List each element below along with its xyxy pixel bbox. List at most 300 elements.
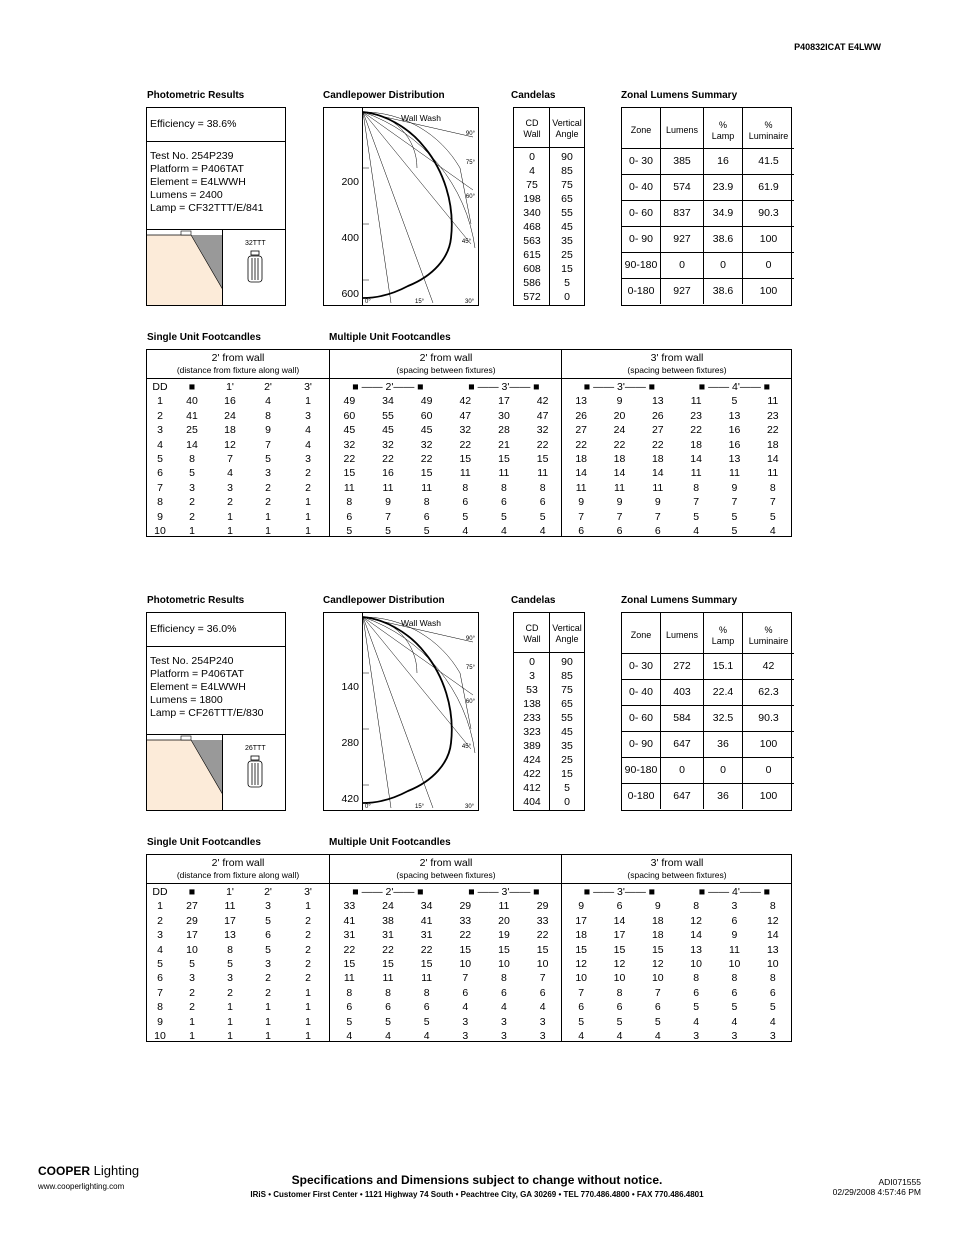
footcandle-cell: 22 [536, 438, 549, 451]
cd-wall-value: 340 [523, 207, 541, 219]
footcandle-cell: 29 [459, 900, 472, 913]
footcandle-cell: 7 [731, 496, 738, 509]
footcandle-cell: 22 [420, 943, 433, 956]
footcandle-cell: 5 [385, 525, 391, 538]
footcandle-cell: 31 [382, 929, 394, 942]
footcandle-cell: 11 [767, 395, 779, 408]
footcandle-cell: 18 [575, 453, 587, 466]
cd-wall-value: 233 [523, 712, 541, 724]
footcandle-cell: 14 [575, 467, 587, 480]
zonal-cell: 0-180 [622, 278, 661, 304]
footcandle-cell: 9 [157, 510, 163, 523]
footcandle-cell: 32 [382, 438, 394, 451]
footcandle-cell: 6 [693, 986, 700, 999]
footcandle-cell: 4 [693, 1015, 700, 1028]
candela-row [514, 150, 584, 164]
footcandle-cell: 5 [731, 1001, 738, 1014]
footcandle-cell: 10 [651, 972, 664, 985]
footcandle-cell: 17 [224, 914, 236, 927]
footcandle-cell: 6 [731, 986, 738, 999]
cooper-lighting-logo: COOPER Lighting [38, 1163, 140, 1178]
footcandle-cell: 19 [498, 929, 510, 942]
candlepower-curve [363, 112, 452, 298]
group-subheading: (distance from fixture along wall) [176, 870, 300, 880]
vertical-angle-value: 25 [561, 754, 573, 766]
footcandle-cell: 31 [420, 929, 433, 942]
footcandle-cell: 11 [421, 481, 433, 494]
notice-text: Specifications and Dimensions subject to change without notice. [291, 1173, 663, 1187]
angle-label: 75° [465, 160, 475, 166]
footcandle-cell: 2 [189, 510, 195, 523]
angle-label: 0° [365, 804, 371, 810]
footcandle-cell: 16 [224, 395, 236, 408]
footcandle-cell: 3 [157, 424, 163, 437]
footcandle-cell: 2 [305, 467, 311, 480]
candlepower-chart [323, 107, 479, 306]
footcandle-row [562, 394, 792, 408]
candelas-heading: Candelas [511, 90, 556, 101]
footcandle-cell: 8 [693, 900, 700, 913]
cd-wall-value: 412 [523, 782, 541, 794]
group-subheading: (spacing between fixtures) [396, 870, 496, 880]
footcandle-cell: 12 [766, 914, 779, 927]
cd-wall-value: 615 [523, 249, 541, 261]
zonal-cell: 62.3 [743, 679, 795, 705]
footcandle-cell: 22 [536, 929, 549, 942]
test-info-line: Test No. 254P239 [150, 150, 234, 162]
footcandle-cell: 6 [423, 510, 430, 523]
group-heading: 2' from wall [419, 857, 473, 869]
footcandle-cell: 13 [728, 409, 741, 422]
footcandle-cell: 1 [305, 395, 311, 408]
zonal-cell: 100 [743, 226, 795, 252]
footcandle-cell: 13 [766, 943, 779, 956]
footcandle-cell: 12 [690, 914, 702, 927]
footcandle-cell: 22 [766, 424, 779, 437]
zonal-lumens-table [621, 107, 792, 306]
footcandle-cell: 16 [728, 424, 741, 437]
footcandle-cell: 41 [343, 914, 356, 927]
footcandle-cell: 13 [690, 943, 702, 956]
candela-row [514, 767, 584, 781]
footcandle-table [146, 854, 792, 1042]
zonal-cell: 23.9 [704, 174, 743, 200]
footcandle-cell: 6 [769, 986, 776, 999]
footcandle-cell: 34 [420, 900, 433, 913]
zonal-cell: 0 [704, 757, 743, 783]
footcandle-cell: 4 [305, 438, 311, 451]
footcandle-cell: 8 [265, 409, 271, 422]
footcandle-cell: 11 [729, 943, 740, 956]
footcandle-cell: 3 [189, 972, 195, 985]
footcandle-cell: 5 [346, 525, 353, 538]
footcandle-cell: 2 [157, 914, 163, 927]
zonal-header-cell: % Lamp [704, 108, 743, 148]
fixture-section-diagram [147, 735, 223, 810]
zonal-cell: 100 [759, 790, 778, 803]
footcandle-cell: 2 [265, 481, 271, 494]
angle-label: 45° [461, 744, 471, 750]
footcandle-cell: 8 [539, 481, 546, 494]
footcandle-row [562, 438, 792, 452]
scale-label: 200 [341, 176, 359, 188]
scale-label: 400 [341, 232, 359, 244]
footcandle-cell: 5 [157, 453, 163, 466]
footcandle-cell: 22 [459, 438, 472, 451]
footcandle-cell: 6 [462, 496, 469, 509]
footcandle-cell: 14 [766, 453, 779, 466]
column-header: ■ [188, 886, 196, 898]
footcandle-cell: 18 [651, 929, 664, 942]
footcandle-cell: 17 [186, 929, 198, 942]
footcandle-cell: 22 [343, 453, 356, 466]
zonal-cell: 0 [743, 252, 795, 278]
zonal-cell: 16 [704, 148, 743, 174]
footcandle-cell: 6 [616, 525, 623, 538]
zonal-cell: 647 [661, 731, 704, 757]
footcandle-cell: 49 [343, 395, 356, 408]
footcandle-cell: 4 [501, 1001, 507, 1014]
footcandle-cell: 32 [343, 438, 356, 451]
zonal-row [622, 679, 794, 705]
zonal-cell: 34.9 [704, 200, 743, 226]
footcandle-cell: 32 [536, 424, 549, 437]
candela-row [514, 234, 584, 248]
footcandle-cell: 1 [265, 1030, 271, 1043]
footcandle-cell: 17 [613, 929, 626, 942]
column-header-row [330, 885, 562, 899]
footcandle-cell: 8 [346, 986, 353, 999]
footcandle-row [330, 986, 562, 1000]
vertical-angle-value: 35 [561, 740, 573, 752]
zonal-row [622, 148, 794, 174]
zonal-cell: 0- 30 [622, 653, 661, 679]
candela-row [514, 290, 584, 304]
footcandle-cell: 9 [654, 900, 661, 913]
vertical-angle-value: 90 [561, 656, 573, 668]
footcandle-cell: 5 [227, 958, 233, 971]
footcandle-cell: 6 [616, 900, 623, 913]
footcandle-row [330, 524, 562, 538]
footcandle-cell: 3 [265, 958, 271, 971]
footcandle-cell: 14 [613, 467, 626, 480]
spacing-header: ■ —— 3'—— ■ [468, 381, 540, 393]
footcandle-cell: 33 [343, 900, 356, 913]
footcandle-cell: 6 [654, 1001, 661, 1014]
footcandle-cell: 3 [501, 1030, 507, 1043]
footcandle-cell: 27 [186, 900, 198, 913]
footcandle-cell: 2 [265, 986, 271, 999]
footcandle-row [330, 466, 562, 480]
single-unit-group [147, 350, 329, 536]
single-unit-heading: Single Unit Footcandles [147, 837, 261, 848]
footcandle-cell: 60 [420, 409, 433, 422]
footcandle-cell: 11 [575, 481, 587, 494]
angle-label: 60° [465, 194, 475, 200]
zonal-cell: 0 [743, 757, 795, 783]
footcandle-cell: 4 [578, 1030, 585, 1043]
zonal-row [622, 705, 794, 731]
footcandle-row [147, 466, 329, 480]
footcandle-cell: 17 [575, 914, 587, 927]
footcandle-cell: 9 [157, 1015, 163, 1028]
footcandle-cell: 6 [157, 972, 163, 985]
zonal-cell: 36 [704, 731, 743, 757]
footcandle-cell: 7 [385, 510, 391, 523]
angle-label: 15° [415, 804, 425, 810]
footcandle-cell: 2 [189, 1001, 195, 1014]
footcandle-cell: 14 [766, 929, 779, 942]
candela-row [514, 248, 584, 262]
footcandle-cell: 2 [227, 986, 233, 999]
footcandle-cell: 1 [305, 1030, 311, 1043]
cd-wall-value: 4 [529, 165, 535, 177]
footcandle-cell: 8 [346, 496, 353, 509]
footcandle-cell: 9 [616, 496, 623, 509]
footcandle-row [562, 423, 792, 437]
footcandle-cell: 1 [305, 986, 311, 999]
cd-wall-value: 424 [523, 754, 541, 766]
footcandle-cell: 3 [305, 453, 311, 466]
footcandle-row [562, 957, 792, 971]
footcandle-row [330, 928, 562, 942]
zonal-cell: 90-180 [622, 252, 661, 278]
zonal-lumens-table [621, 612, 792, 811]
footcandle-cell: 8 [769, 900, 776, 913]
cd-wall-value: 572 [523, 291, 541, 303]
candela-row [514, 711, 584, 725]
footcandle-cell: 3 [539, 1015, 546, 1028]
footcandle-cell: 11 [690, 395, 702, 408]
footcandle-row [562, 510, 792, 524]
footcandle-cell: 4 [616, 1030, 623, 1043]
column-header: 3' [304, 381, 312, 393]
footcandle-row [330, 971, 562, 985]
candela-row [514, 206, 584, 220]
footcandle-cell: 32 [420, 438, 433, 451]
footcandle-cell: 2 [157, 409, 163, 422]
group-heading: 2' from wall [211, 352, 265, 364]
footcandle-row [330, 914, 562, 928]
footcandle-row [330, 899, 562, 913]
group-subheading: (distance from fixture along wall) [176, 365, 300, 375]
footcandle-cell: 1 [157, 395, 163, 408]
group-heading: 3' from wall [650, 352, 704, 364]
zonal-cell: 647 [661, 783, 704, 809]
document-stamp [833, 1177, 921, 1197]
footcandle-cell: 4 [731, 1015, 738, 1028]
footcandle-cell: 7 [654, 986, 661, 999]
footcandle-row [562, 409, 792, 423]
candela-row [514, 781, 584, 795]
angle-label: 90° [465, 131, 475, 137]
footcandle-row [147, 914, 329, 928]
footcandle-cell: 15 [343, 467, 356, 480]
zonal-header-row [622, 613, 794, 653]
group-heading: 2' from wall [419, 352, 473, 364]
footcandle-cell: 5 [731, 510, 738, 523]
footcandle-cell: 1 [227, 1015, 233, 1028]
footcandle-cell: 22 [575, 438, 587, 451]
column-header: DD [152, 886, 168, 898]
footcandle-cell: 5 [616, 1015, 623, 1028]
footcandle-cell: 1 [189, 1015, 195, 1028]
footcandle-cell: 14 [690, 453, 702, 466]
footcandle-cell: 34 [382, 395, 394, 408]
footcandle-cell: 15 [459, 453, 472, 466]
footcandle-cell: 15 [536, 943, 549, 956]
footcandle-cell: 5 [654, 1015, 661, 1028]
footcandle-row [562, 495, 792, 509]
lamp-diagram [223, 230, 285, 305]
zonal-header-cell: Lumens [661, 613, 704, 653]
candlepower-curve [363, 617, 452, 803]
footcandle-cell: 1 [305, 510, 311, 523]
footcandle-cell: 9 [616, 395, 623, 408]
zonal-cell: 0-180 [622, 783, 661, 809]
footcandle-row [147, 957, 329, 971]
cd-wall-value: 586 [523, 277, 541, 289]
test-info-line: Lumens = 1800 [150, 694, 223, 706]
footcandle-cell: 20 [498, 914, 510, 927]
zonal-row [622, 252, 794, 278]
footcandle-cell: 11 [614, 481, 625, 494]
footcandle-cell: 8 [385, 986, 391, 999]
footcandle-cell: 11 [498, 467, 510, 480]
footcandle-cell: 6 [501, 986, 507, 999]
footcandle-cell: 7 [462, 972, 469, 985]
footcandle-cell: 3 [265, 900, 271, 913]
footcandle-cell: 8 [616, 986, 623, 999]
document-id: P40832ICAT E4LWW [794, 42, 881, 52]
footcandle-cell: 5 [769, 1001, 776, 1014]
footcandle-cell: 18 [224, 424, 236, 437]
column-header: 1' [226, 381, 234, 393]
footcandle-cell: 2 [189, 496, 195, 509]
scale-label: 420 [341, 793, 359, 805]
footcandle-cell: 5 [578, 1015, 585, 1028]
footcandle-cell: 3 [731, 900, 738, 913]
footcandle-row [147, 394, 329, 408]
candela-row [514, 697, 584, 711]
vertical-angle-value: 5 [564, 277, 570, 289]
footcandle-row [330, 423, 562, 437]
footcandle-row [562, 914, 792, 928]
footcandle-cell: 4 [265, 395, 271, 408]
footcandle-cell: 42 [459, 395, 472, 408]
footcandle-cell: 14 [613, 914, 626, 927]
scale-label: 280 [341, 737, 359, 749]
footcandle-cell: 31 [343, 929, 356, 942]
angle-label: 15° [415, 299, 425, 305]
footcandle-cell: 6 [501, 496, 507, 509]
footcandle-cell: 7 [578, 510, 585, 523]
vertical-angle-value: 25 [561, 249, 573, 261]
footcandle-cell: 4 [462, 525, 469, 538]
multiple-2ft-group [329, 855, 562, 1041]
footcandle-cell: 5 [769, 510, 776, 523]
footcandle-cell: 15 [575, 943, 587, 956]
photometric-results-heading: Photometric Results [147, 90, 245, 101]
column-header-row [147, 380, 329, 394]
footcandle-cell: 22 [382, 943, 394, 956]
footcandle-cell: 7 [265, 438, 271, 451]
footcandle-cell: 11 [537, 467, 549, 480]
vertical-angle-value: 45 [561, 221, 573, 233]
footcandle-cell: 3 [769, 1030, 776, 1043]
footcandle-cell: 9 [578, 496, 585, 509]
vertical-angle-value: 85 [561, 165, 573, 177]
zonal-lumens-heading: Zonal Lumens Summary [621, 90, 738, 101]
column-header: 2' [264, 381, 272, 393]
footcandle-cell: 4 [462, 1001, 469, 1014]
footcandle-cell: 11 [498, 900, 510, 913]
zonal-cell: 15.1 [704, 653, 743, 679]
cd-wall-value: 608 [523, 263, 541, 275]
footcandle-cell: 5 [693, 510, 700, 523]
footcandle-row [147, 986, 329, 1000]
footcandle-cell: 1 [227, 1001, 233, 1014]
column-header: 2' [264, 886, 272, 898]
footcandle-row [562, 466, 792, 480]
footcandle-cell: 1 [227, 525, 233, 538]
footcandle-cell: 4 [305, 424, 311, 437]
footcandle-cell: 11 [690, 467, 702, 480]
footcandle-cell: 5 [462, 510, 469, 523]
footcandle-cell: 49 [420, 395, 433, 408]
footcandle-cell: 10 [766, 958, 779, 971]
footcandle-cell: 4 [693, 525, 700, 538]
zonal-header-cell: % Luminaire [743, 108, 795, 148]
footcandle-cell: 6 [385, 1001, 391, 1014]
candela-row [514, 220, 584, 234]
footcandle-cell: 4 [157, 943, 163, 956]
zonal-row [622, 226, 794, 252]
footcandle-cell: 28 [498, 424, 510, 437]
efficiency-value: Efficiency = 36.0% [147, 613, 285, 647]
zonal-lumens-heading: Zonal Lumens Summary [621, 595, 738, 606]
footcandle-cell: 2 [265, 496, 271, 509]
footcandle-table [146, 349, 792, 537]
footcandle-cell: 6 [423, 1001, 430, 1014]
footcandle-cell: 6 [462, 986, 469, 999]
footcandle-row [330, 495, 562, 509]
lamp-icon [247, 754, 263, 790]
vertical-angle-header: Vertical Angle [552, 118, 582, 139]
footcandle-cell: 11 [343, 972, 355, 985]
angle-label: 75° [465, 665, 475, 671]
test-info-line: Element = E4LWWH [150, 681, 246, 693]
zonal-header-cell: Zone [622, 613, 661, 653]
photometric-results-box [146, 107, 286, 306]
footcandle-cell: 7 [539, 972, 546, 985]
footcandle-cell: 24 [382, 900, 394, 913]
footcandle-cell: 5 [265, 943, 271, 956]
footcandle-cell: 1 [157, 900, 163, 913]
footcandle-cell: 6 [578, 525, 585, 538]
footcandle-cell: 15 [382, 958, 394, 971]
footcandle-cell: 18 [651, 914, 664, 927]
footcandle-cell: 8 [423, 986, 430, 999]
zonal-cell: 38.6 [704, 278, 743, 304]
footcandle-row [562, 481, 792, 495]
footcandle-row [562, 1015, 792, 1029]
column-header-row [330, 380, 562, 394]
scale-label: 600 [341, 288, 359, 300]
footcandle-row [562, 1000, 792, 1014]
candela-row [514, 753, 584, 767]
footcandle-row [330, 438, 562, 452]
